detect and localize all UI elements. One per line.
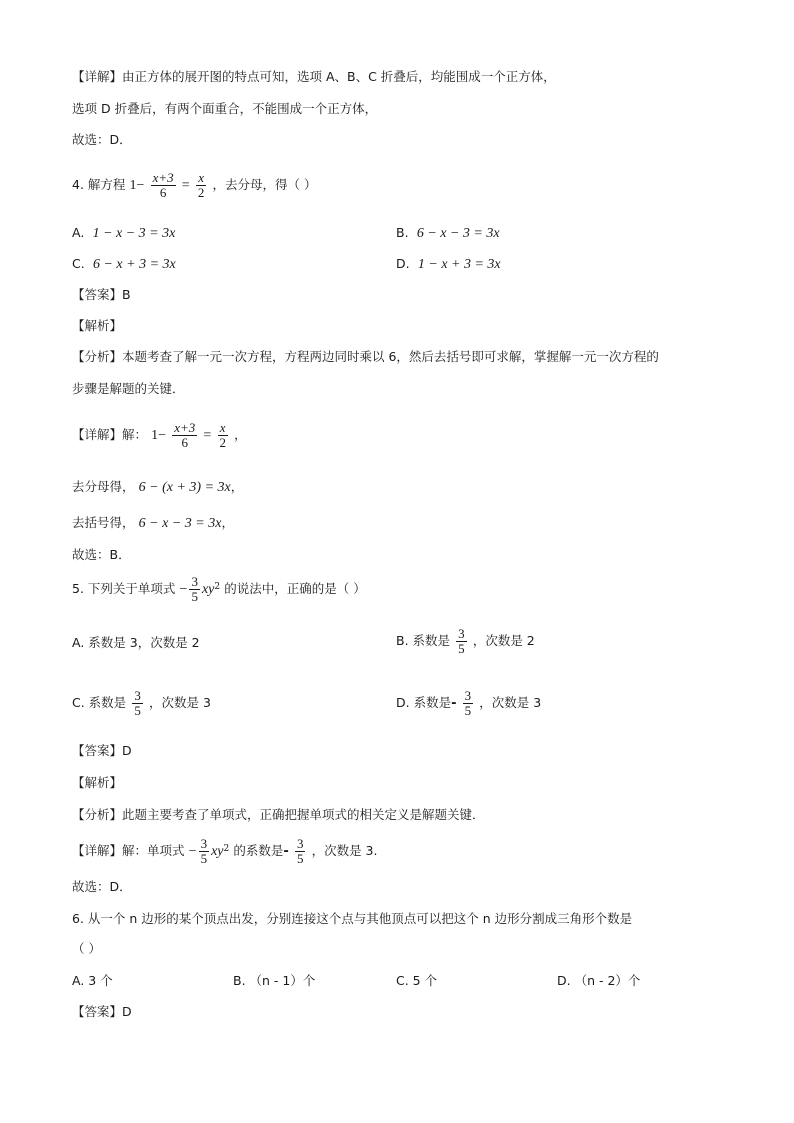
q4-choose: 故选：B． <box>72 547 131 562</box>
q5-detail-num-2: 3 <box>296 836 304 851</box>
q4-step-1-eq: 6 − (x + 3) = 3x <box>138 480 231 495</box>
q4-frac2-num: x <box>198 170 204 185</box>
q4-option-b-text: 6 − x − 3 = 3x <box>416 226 500 241</box>
q5-detail-fraction-2 <box>295 837 306 866</box>
q4-suffix: ，去分母，得（ ） <box>212 177 317 192</box>
q4-step-2-end: ， <box>221 515 234 530</box>
q4-frac1-num: x+3 <box>152 170 174 185</box>
q4-detail-suffix: ， <box>234 427 247 442</box>
q4-step-1 <box>72 478 243 497</box>
q4-analysis-line-2: 步骤是解题的关键． <box>72 381 185 396</box>
q5-fraction <box>189 575 200 604</box>
q4-option-c <box>72 255 176 274</box>
choose-line: 故选：D． <box>72 132 132 147</box>
q4-option-b-label: B. <box>396 225 409 240</box>
q6-option-b: B. （n - 1）个 <box>233 973 316 988</box>
q5-option-d-num: 3 <box>464 688 472 703</box>
q4-frac1-den: 6 <box>159 185 167 200</box>
q5-detail-num: 3 <box>200 836 208 851</box>
q4-detail-eq-one: 1− <box>151 428 167 443</box>
q5-detail-neg2: - <box>283 844 289 859</box>
q5-option-b-pre: B. 系数是 <box>396 633 451 648</box>
q4-detail-prefix: 【详解】解： <box>72 427 148 442</box>
q5-prefix: 5. 下列关于单项式 <box>72 581 176 596</box>
q6-answer-tag: 【答案】 <box>72 1004 123 1019</box>
q4-analysis-line-1: 【分析】本题考查了解一元一次方程，方程两边同时乘以 6，然后去括号即可求解，掌握解一元一次方程的 <box>72 349 659 364</box>
q5-choose: 故选：D． <box>72 879 132 894</box>
q6-option-a: A. 3 个 <box>72 973 113 988</box>
q5-detail-den: 5 <box>200 851 208 866</box>
q4-prefix: 4. 解方程 <box>72 177 126 192</box>
q5-detail-fraction <box>199 837 210 866</box>
q5-option-c <box>72 686 211 721</box>
q5-analysis: 【分析】此题主要考查了单项式，正确把握单项式的相关定义是解题关键． <box>72 807 485 822</box>
q5-detail-mid: 的系数是 <box>233 843 284 858</box>
q4-answer-tag: 【答案】 <box>72 287 123 302</box>
q4-option-a-text: 1 − x − 3 = 3x <box>92 226 176 241</box>
q5-exponent: 2 <box>214 582 221 592</box>
q4-option-b <box>396 224 500 243</box>
q5-detail-pre: 【详解】解：单项式 <box>72 843 185 858</box>
q5-option-b-fraction <box>456 627 467 656</box>
q5-option-c-pre: C. 系数是 <box>72 695 127 710</box>
q5-option-d-den: 5 <box>464 703 472 718</box>
q5-jiexi: 【解析】 <box>72 775 123 790</box>
q5-option-b-den: 5 <box>458 641 465 656</box>
q5-detail-exponent: 2 <box>223 844 230 854</box>
q4-step-2-eq: 6 − x − 3 = 3x <box>138 516 222 531</box>
q5-monomial: xy <box>201 582 215 597</box>
q4-step-1-label: 去分母得， <box>72 479 135 494</box>
q5-option-d <box>396 686 541 721</box>
q5-option-c-fraction <box>132 689 143 718</box>
q5-option-d-fraction <box>463 689 474 718</box>
q4-detail-fraction-1 <box>172 421 197 450</box>
detail-line-2: 选项 D 折叠后，有两个面重合，不能围成一个正方体， <box>72 101 378 116</box>
q4-fraction-1 <box>151 171 176 200</box>
q5-detail-post: ，次数是 3. <box>311 843 378 858</box>
q5-frac-den: 5 <box>191 589 198 604</box>
q4-eq-one: 1− <box>129 178 145 193</box>
q5-option-c-num: 3 <box>134 688 141 703</box>
q5-option-d-neg: - <box>451 696 457 711</box>
q6-answer <box>72 1003 132 1021</box>
q6-line-1: 6. 从一个 n 边形的某个顶点出发，分别连接这个点与其他顶点可以把这个 n 边形分割成三角形个数是 <box>72 911 633 926</box>
q6-option-c: C. 5 个 <box>396 973 438 988</box>
q4-fraction-2 <box>196 171 207 200</box>
q4-answer <box>72 286 131 304</box>
q4-option-d-text: 1 − x + 3 = 3x <box>417 257 501 272</box>
q5-option-b-post: ，次数是 2 <box>472 633 535 648</box>
q5-option-a: A. 系数是 3，次数是 2 <box>72 635 200 650</box>
q6-line-2: （ ） <box>72 941 101 956</box>
q4-option-c-text: 6 − x + 3 = 3x <box>92 257 176 272</box>
q4-option-d-label: D. <box>396 256 410 271</box>
q5-frac-num: 3 <box>191 574 198 589</box>
q4-detail <box>72 418 247 453</box>
q4-detail-frac1-num: x+3 <box>174 420 196 435</box>
q4-option-c-label: C. <box>72 256 85 271</box>
q5-suffix: 的说法中，正确的是（ ） <box>224 581 366 596</box>
q4-answer-value: B <box>122 287 131 302</box>
q6-answer-value: D <box>122 1004 132 1019</box>
q4-detail-frac2-den: 2 <box>219 435 226 450</box>
q4-option-d <box>396 255 501 274</box>
q4-jiexi: 【解析】 <box>72 318 123 333</box>
q5-answer-tag: 【答案】 <box>72 743 123 758</box>
q4-step-2 <box>72 514 234 533</box>
q4-detail-frac2-num: x <box>219 420 226 435</box>
q4-frac2-den: 2 <box>197 185 205 200</box>
detail-line-1: 【详解】由正方体的展开图的特点可知，选项 A、B、C 折叠后，均能围成一个正方体， <box>72 69 556 84</box>
q5-option-c-den: 5 <box>134 703 141 718</box>
q5-neg: − <box>179 582 188 597</box>
q4-eq-mid: = <box>181 178 190 193</box>
q4-detail-fraction-2 <box>217 421 228 450</box>
q4-option-a <box>72 224 175 243</box>
q5-detail-den-2: 5 <box>296 851 304 866</box>
q5-option-d-post: ，次数是 3 <box>479 695 542 710</box>
q5-answer <box>72 742 132 760</box>
q4-detail-eq-mid: = <box>203 428 212 443</box>
q5-detail <box>72 834 377 869</box>
q5-answer-value: D <box>122 743 132 758</box>
q5-option-c-post: ，次数是 3 <box>148 695 211 710</box>
q5-option-b-num: 3 <box>458 626 465 641</box>
question-5 <box>72 572 366 607</box>
q4-step-1-end: ， <box>230 479 244 494</box>
question-4 <box>72 168 316 203</box>
q5-option-d-pre: D. 系数是 <box>396 695 452 710</box>
q5-detail-monomial: xy <box>211 844 224 859</box>
q4-step-2-label: 去括号得， <box>72 515 135 530</box>
q4-detail-frac1-den: 6 <box>181 435 188 450</box>
q5-detail-neg: − <box>188 844 197 859</box>
q5-option-b <box>396 624 535 659</box>
q4-option-a-label: A. <box>72 225 85 240</box>
q6-option-d: D. （n - 2）个 <box>557 973 641 988</box>
